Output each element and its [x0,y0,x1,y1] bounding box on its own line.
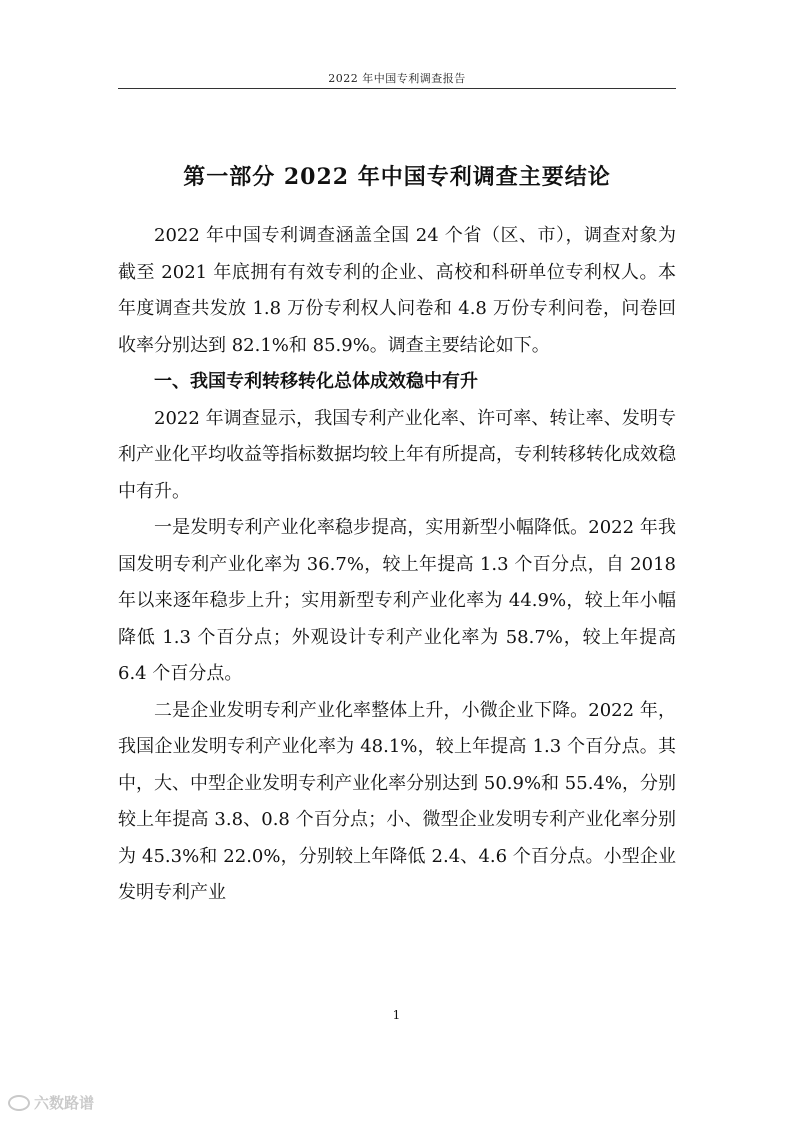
watermark [8,1092,94,1113]
watermark-text: 六数路谱 [34,1094,95,1112]
document-body [118,218,676,912]
watermark-logo-icon [8,1095,30,1111]
subheading: 一、我国专利转移转化总体成效稳中有升 [154,371,478,392]
running-header: 2022 年中国专利调查报告 [328,72,466,85]
paragraph: 二是企业发明专利产业化率整体上升，小微企业下降。2022 年，我国企业发明专利产业化率为 48.1%，较上年提高 1.3 个百分点。其中，大、中型企业发明专利产业化率分别达到 50.9%和 55.4%，分别较上年提高 3.8、0.8 个百分点；小、微型企业发明专利产业化率分别为 45.3%和 22.0%，分别较上年降低 2.4、4.6 个百分点。小型企业发明专利产业 [118,699,676,903]
paragraph: 2022 年调查显示，我国专利产业化率、许可率、转让率、发明专利产业化平均收益等指标数据均较上年有所提高，专利转移转化成效稳中有升。 [118,407,676,502]
header-rule [118,88,676,89]
section-title: 第一部分 2022 年中国专利调查主要结论 [183,164,611,190]
paragraph: 一是发明专利产业化率稳步提高，实用新型小幅降低。2022 年我国发明专利产业化率为 36.7%，较上年提高 1.3 个百分点，自 2018 年以来逐年稳步上升；实用新型专利产业化率为 44.9%，较上年小幅降低 1.3 个百分点；外观设计专利产业化率为 58.7%，较上年提高 6.4 个百分点。 [118,517,676,684]
page-number: 1 [392,1008,401,1022]
intro-paragraph: 2022 年中国专利调查涵盖全国 24 个省（区、市），调查对象为截至 2021 年底拥有有效专利的企业、高校和科研单位专利权人。本年度调查共发放 1.8 万份专利权人问卷和 4.8 万份专利问卷，问卷回收率分别达到 82.1%和 85.9%。调查主要结论如下。 [118,225,676,356]
